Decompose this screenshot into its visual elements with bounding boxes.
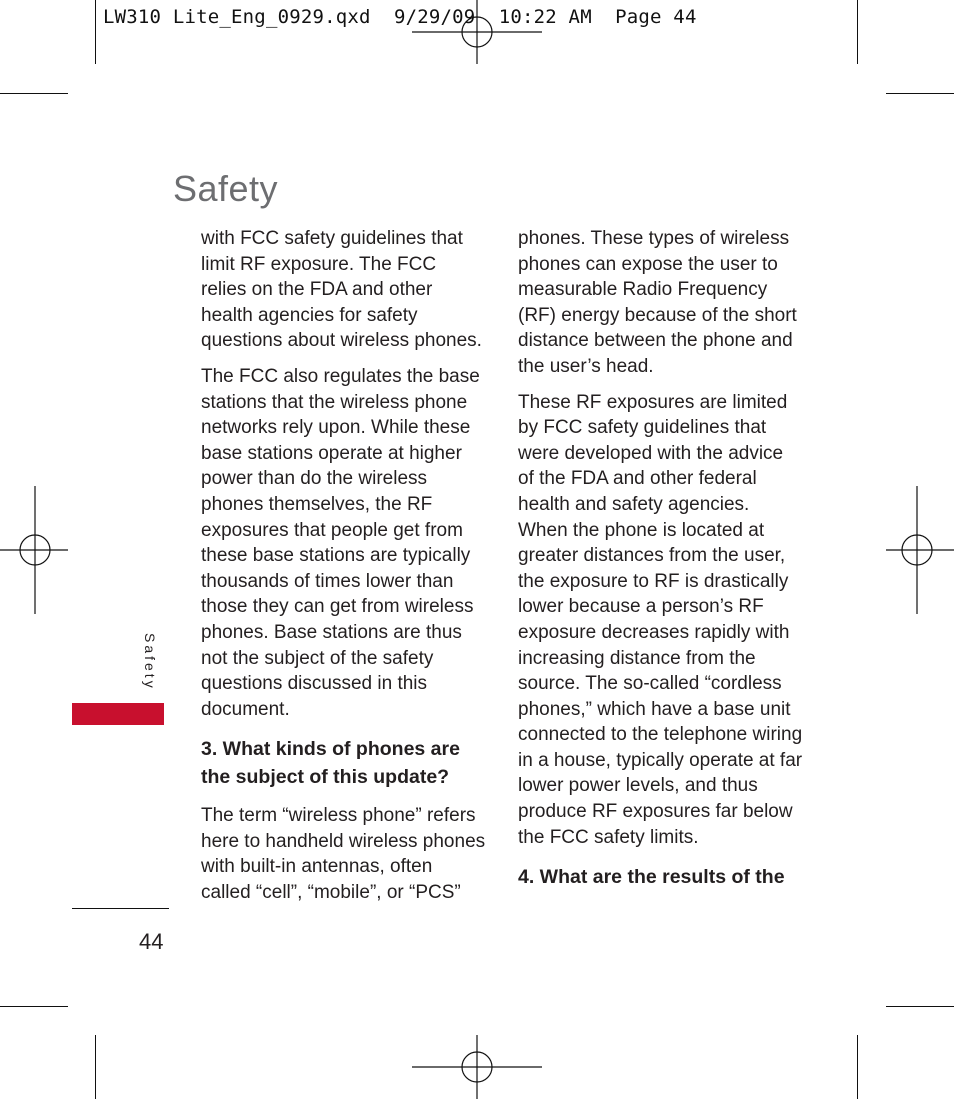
paragraph: These RF exposures are limited by FCC safety guidelines that were developed with the advice of the FDA and other federal health and safety agencies. When the phone is located at greater distances from the user, the exposure to RF is drastically lower because a person’s RF exposure decreases rapidly with increasing distance from the source. The so-called “cordless phones,” which have a base unit connected to the telephone wiring in a house, typically operate at far lower power levels, and thus produce RF exposures far below the FCC safety limits. (518, 391, 803, 848)
side-tab-bar (72, 703, 164, 725)
registration-mark-top-icon (412, 0, 542, 64)
column-left (201, 226, 486, 916)
crop-mark-top-left-vertical (95, 0, 96, 64)
paragraph: The FCC also regulates the base stations that the wireless phone networks rely upon. While these base stations operate at higher power than do the wireless phones themselves, the RF exposures that people get from these base stations are typically thousands of times lower than those they can get from wireless phones. Base stations are thus not the subject of the safety questions discussed in this document. (201, 365, 480, 720)
paragraph: phones. These types of wireless phones can expose the user to measurable Radio Frequency (RF) energy because of the short distance between the phone and the user’s head. (518, 228, 797, 377)
footer-rule (72, 908, 169, 909)
registration-mark-right-icon (886, 486, 954, 614)
paragraph: The term “wireless phone” refers here to handheld wireless phones with built-in antennas, often called “cell”, “mobile”, or “PCS” (201, 805, 486, 904)
crop-mark-top-right-horizontal (886, 93, 954, 94)
section-heading: 3. What kinds of phones are the subject of this update? (201, 738, 460, 788)
column-right (518, 226, 803, 904)
crop-mark-top-right-vertical (857, 0, 858, 64)
section-heading: 4. What are the results of the (518, 866, 785, 889)
crop-mark-bottom-right-horizontal (886, 1006, 954, 1007)
crop-mark-bottom-left-horizontal (0, 1006, 68, 1007)
crop-mark-bottom-left-vertical (95, 1035, 96, 1099)
print-slug: LW310 Lite_Eng_0929.qxd 9/29/09 10:22 AM Page 44 (103, 6, 697, 28)
page-title: Safety (173, 168, 279, 210)
registration-mark-left-icon (0, 486, 68, 614)
registration-mark-bottom-icon (412, 1035, 542, 1099)
side-tab-label: Safety (142, 633, 158, 691)
crop-mark-bottom-right-vertical (857, 1035, 858, 1099)
paragraph: with FCC safety guidelines that limit RF exposure. The FCC relies on the FDA and other health agencies for safety questions about wireless phones. (201, 228, 482, 352)
crop-mark-top-left-horizontal (0, 93, 68, 94)
page-number: 44 (139, 929, 164, 954)
